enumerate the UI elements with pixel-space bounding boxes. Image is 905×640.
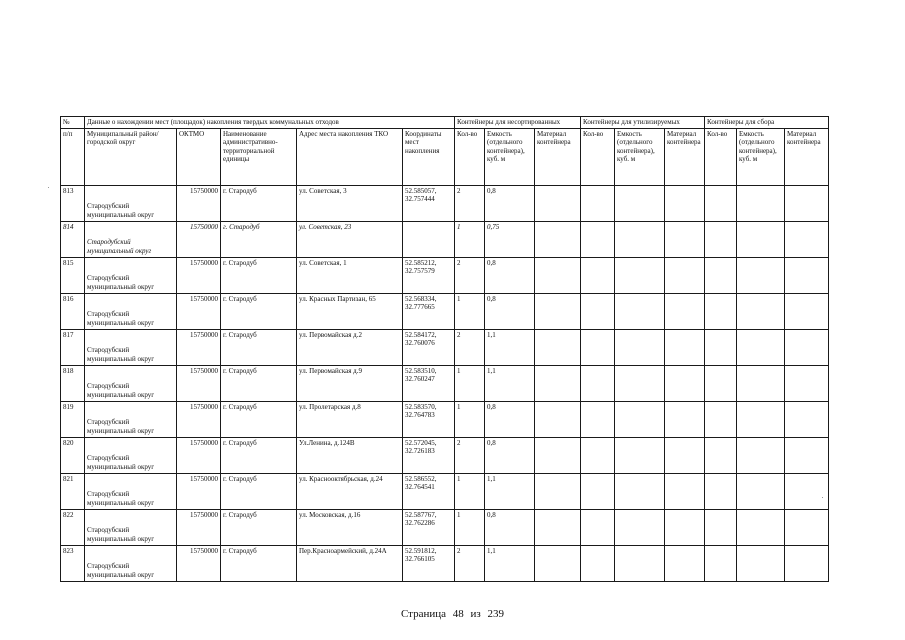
cell-empty — [785, 221, 829, 257]
cell-empty — [785, 401, 829, 437]
cell-empty — [535, 221, 581, 257]
cell-coords: 52.583510, 32.760247 — [403, 365, 455, 401]
cell-district: Стародубский муниципальный округ — [85, 185, 177, 221]
col-header-address: Адрес места накопления ТКО — [297, 128, 403, 185]
cell-empty — [615, 437, 665, 473]
cell-district: Стародубский муниципальный округ — [85, 437, 177, 473]
data-group-header: Данные о нахождении мест (площадок) накопления твердых коммунальных отходов — [85, 117, 455, 129]
cell-empty — [705, 329, 737, 365]
cell-coords: 52.572045, 32.726183 — [403, 437, 455, 473]
col-header-collect-capacity: Емкость (отдельного контейнера), куб. м — [737, 128, 785, 185]
cell-district: Стародубский муниципальный округ — [85, 257, 177, 293]
cell-empty — [581, 365, 615, 401]
cell-num: 819 — [61, 401, 85, 437]
cell-empty — [785, 293, 829, 329]
cell-empty — [665, 509, 705, 545]
cell-empty — [705, 437, 737, 473]
cell-empty — [705, 545, 737, 581]
cell-capacity: 0,8 — [485, 185, 535, 221]
cell-count: 1 — [455, 221, 485, 257]
cell-capacity: 0,75 — [485, 221, 535, 257]
cell-num: 820 — [61, 437, 85, 473]
cell-empty — [705, 257, 737, 293]
cell-oktmo: 15750000 — [177, 545, 221, 581]
cell-address: Ул.Ленина, д.124В — [297, 437, 403, 473]
cell-settlement: г. Стародуб — [221, 221, 297, 257]
cell-empty — [737, 293, 785, 329]
cell-num: 823 — [61, 545, 85, 581]
cell-settlement: г. Стародуб — [221, 365, 297, 401]
cell-empty — [535, 293, 581, 329]
cell-oktmo: 15750000 — [177, 329, 221, 365]
col-header-unsorted-material: Материал контейнера — [535, 128, 581, 185]
cell-district: Стародубский муниципальный округ — [85, 473, 177, 509]
cell-district: Стародубский муниципальный округ — [85, 509, 177, 545]
cell-empty — [615, 401, 665, 437]
cell-empty — [615, 365, 665, 401]
cell-count: 1 — [455, 293, 485, 329]
cell-empty — [785, 329, 829, 365]
col-header-settlement: Наименование административно-территориальной единицы — [221, 128, 297, 185]
cell-address: ул. Красных Партизан, 65 — [297, 293, 403, 329]
table-row — [61, 473, 829, 509]
cell-count: 1 — [455, 509, 485, 545]
col-header-unsorted-count: Кол-во — [455, 128, 485, 185]
cell-empty — [535, 401, 581, 437]
page-current: 48 — [452, 608, 464, 620]
cell-empty — [581, 401, 615, 437]
cell-num: 815 — [61, 257, 85, 293]
cell-coords: 52.586552, 32.764541 — [403, 473, 455, 509]
cell-address: ул. Первомайская д.2 — [297, 329, 403, 365]
cell-empty — [535, 437, 581, 473]
cell-count: 1 — [455, 365, 485, 401]
table-row — [61, 221, 829, 257]
cell-address: ул. Советская, 1 — [297, 257, 403, 293]
cell-num: 816 — [61, 293, 85, 329]
cell-empty — [581, 329, 615, 365]
col-header-recycle-material: Материал контейнера — [665, 128, 705, 185]
cell-empty — [535, 365, 581, 401]
cell-oktmo: 15750000 — [177, 257, 221, 293]
cell-empty — [581, 473, 615, 509]
scan-speck — [822, 497, 823, 498]
cell-num: 822 — [61, 509, 85, 545]
cell-oktmo: 15750000 — [177, 293, 221, 329]
unsorted-group-header: Контейнеры для несортированных — [455, 117, 581, 129]
cell-empty — [535, 185, 581, 221]
cell-empty — [581, 185, 615, 221]
cell-settlement: г. Стародуб — [221, 509, 297, 545]
col-header-num: п/п — [61, 128, 85, 185]
cell-district: Стародубский муниципальный округ — [85, 221, 177, 257]
cell-count: 2 — [455, 329, 485, 365]
cell-empty — [615, 473, 665, 509]
cell-district: Стародубский муниципальный округ — [85, 401, 177, 437]
cell-empty — [737, 473, 785, 509]
cell-count: 2 — [455, 437, 485, 473]
cell-coords: 52.591812, 32.766105 — [403, 545, 455, 581]
cell-oktmo: 15750000 — [177, 401, 221, 437]
col-header-recycle-capacity: Емкость (отдельного контейнера), куб. м — [615, 128, 665, 185]
cell-empty — [665, 545, 705, 581]
table-row — [61, 365, 829, 401]
cell-coords: 52.568334, 32.777665 — [403, 293, 455, 329]
cell-empty — [665, 401, 705, 437]
num-header: № — [61, 117, 85, 129]
cell-district: Стародубский муниципальный округ — [85, 329, 177, 365]
col-header-district: Муниципальный район/городской округ — [85, 128, 177, 185]
page-total: 239 — [487, 608, 505, 620]
page-word: Страница — [400, 608, 447, 620]
collect-group-header: Контейнеры для сбора — [705, 117, 829, 129]
table-row — [61, 401, 829, 437]
waste-sites-table — [60, 116, 829, 582]
cell-coords: 52.585057, 32.757444 — [403, 185, 455, 221]
cell-empty — [665, 185, 705, 221]
cell-district: Стародубский муниципальный округ — [85, 365, 177, 401]
cell-address: ул. Советская, 3 — [297, 185, 403, 221]
col-header-collect-material: Материал контейнера — [785, 128, 829, 185]
cell-capacity: 0,8 — [485, 401, 535, 437]
cell-empty — [615, 293, 665, 329]
cell-oktmo: 15750000 — [177, 185, 221, 221]
cell-empty — [665, 329, 705, 365]
cell-empty — [705, 509, 737, 545]
cell-address: ул. Советская, 23 — [297, 221, 403, 257]
cell-oktmo: 15750000 — [177, 437, 221, 473]
cell-oktmo: 15750000 — [177, 473, 221, 509]
page-of: из — [470, 608, 481, 620]
cell-empty — [737, 257, 785, 293]
scan-speck — [48, 187, 49, 188]
cell-empty — [737, 401, 785, 437]
cell-oktmo: 15750000 — [177, 365, 221, 401]
cell-num: 821 — [61, 473, 85, 509]
table-row — [61, 329, 829, 365]
cell-address: ул. Краснооктябрьская, д.24 — [297, 473, 403, 509]
cell-empty — [665, 365, 705, 401]
table-row — [61, 437, 829, 473]
cell-empty — [737, 545, 785, 581]
cell-empty — [785, 437, 829, 473]
cell-empty — [615, 257, 665, 293]
cell-empty — [705, 185, 737, 221]
cell-settlement: г. Стародуб — [221, 437, 297, 473]
cell-empty — [665, 293, 705, 329]
cell-empty — [737, 437, 785, 473]
cell-settlement: г. Стародуб — [221, 293, 297, 329]
cell-empty — [665, 257, 705, 293]
cell-num: 818 — [61, 365, 85, 401]
cell-empty — [785, 509, 829, 545]
col-header-oktmo: ОКТМО — [177, 128, 221, 185]
cell-district: Стародубский муниципальный округ — [85, 293, 177, 329]
col-header-collect-count: Кол-во — [705, 128, 737, 185]
cell-empty — [737, 185, 785, 221]
group-header-row — [61, 117, 829, 129]
cell-empty — [705, 221, 737, 257]
cell-address: Пер.Красноармейский, д.24А — [297, 545, 403, 581]
cell-empty — [705, 401, 737, 437]
cell-count: 2 — [455, 545, 485, 581]
cell-oktmo: 15750000 — [177, 509, 221, 545]
cell-capacity: 0,8 — [485, 293, 535, 329]
cell-empty — [535, 545, 581, 581]
table-row — [61, 545, 829, 581]
cell-num: 813 — [61, 185, 85, 221]
column-header-row — [61, 128, 829, 185]
cell-num: 817 — [61, 329, 85, 365]
cell-empty — [737, 365, 785, 401]
cell-coords: 52.584172, 32.760076 — [403, 329, 455, 365]
cell-empty — [581, 545, 615, 581]
cell-empty — [615, 185, 665, 221]
cell-empty — [785, 545, 829, 581]
cell-coords: 52.585212, 32.757579 — [403, 257, 455, 293]
cell-oktmo: 15750000 — [177, 221, 221, 257]
cell-settlement: г. Стародуб — [221, 545, 297, 581]
cell-capacity: 0,8 — [485, 437, 535, 473]
cell-empty — [615, 545, 665, 581]
cell-empty — [785, 257, 829, 293]
cell-coords: 52.587767, 32.762286 — [403, 509, 455, 545]
cell-empty — [615, 509, 665, 545]
cell-count: 1 — [455, 401, 485, 437]
cell-district: Стародубский муниципальный округ — [85, 545, 177, 581]
cell-empty — [737, 329, 785, 365]
cell-empty — [665, 473, 705, 509]
cell-capacity: 1,1 — [485, 473, 535, 509]
cell-empty — [705, 365, 737, 401]
cell-coords: 52.583570, 32.764783 — [403, 401, 455, 437]
cell-empty — [737, 509, 785, 545]
cell-empty — [581, 509, 615, 545]
cell-settlement: г. Стародуб — [221, 257, 297, 293]
cell-empty — [665, 221, 705, 257]
cell-empty — [535, 473, 581, 509]
col-header-coords: Координаты мест накопления — [403, 128, 455, 185]
cell-empty — [785, 473, 829, 509]
cell-capacity: 0,8 — [485, 509, 535, 545]
recycle-group-header: Контейнеры для утилизируемых — [581, 117, 705, 129]
cell-capacity: 1,1 — [485, 365, 535, 401]
cell-settlement: г. Стародуб — [221, 401, 297, 437]
cell-empty — [705, 293, 737, 329]
cell-empty — [535, 329, 581, 365]
cell-capacity: 1,1 — [485, 545, 535, 581]
col-header-recycle-count: Кол-во — [581, 128, 615, 185]
cell-empty — [785, 365, 829, 401]
cell-empty — [615, 221, 665, 257]
cell-address: ул. Пролетарская д.8 — [297, 401, 403, 437]
cell-empty — [581, 257, 615, 293]
cell-empty — [535, 509, 581, 545]
page-footer — [0, 608, 905, 620]
cell-count: 2 — [455, 257, 485, 293]
cell-capacity: 0,8 — [485, 257, 535, 293]
cell-empty — [615, 329, 665, 365]
cell-settlement: г. Стародуб — [221, 185, 297, 221]
cell-address: ул. Московская, д.16 — [297, 509, 403, 545]
cell-address: ул. Первомайская д.9 — [297, 365, 403, 401]
cell-empty — [785, 185, 829, 221]
cell-empty — [665, 437, 705, 473]
cell-capacity: 1,1 — [485, 329, 535, 365]
cell-num: 814 — [61, 221, 85, 257]
table-row — [61, 293, 829, 329]
cell-settlement: г. Стародуб — [221, 473, 297, 509]
table-row — [61, 257, 829, 293]
cell-empty — [705, 473, 737, 509]
cell-empty — [581, 221, 615, 257]
cell-empty — [581, 293, 615, 329]
cell-empty — [581, 437, 615, 473]
cell-empty — [535, 257, 581, 293]
table-row — [61, 509, 829, 545]
cell-settlement: г. Стародуб — [221, 329, 297, 365]
cell-coords — [403, 221, 455, 257]
cell-count: 1 — [455, 473, 485, 509]
cell-empty — [737, 221, 785, 257]
table-row — [61, 185, 829, 221]
cell-count: 2 — [455, 185, 485, 221]
col-header-unsorted-capacity: Емкость (отдельного контейнера), куб. м — [485, 128, 535, 185]
